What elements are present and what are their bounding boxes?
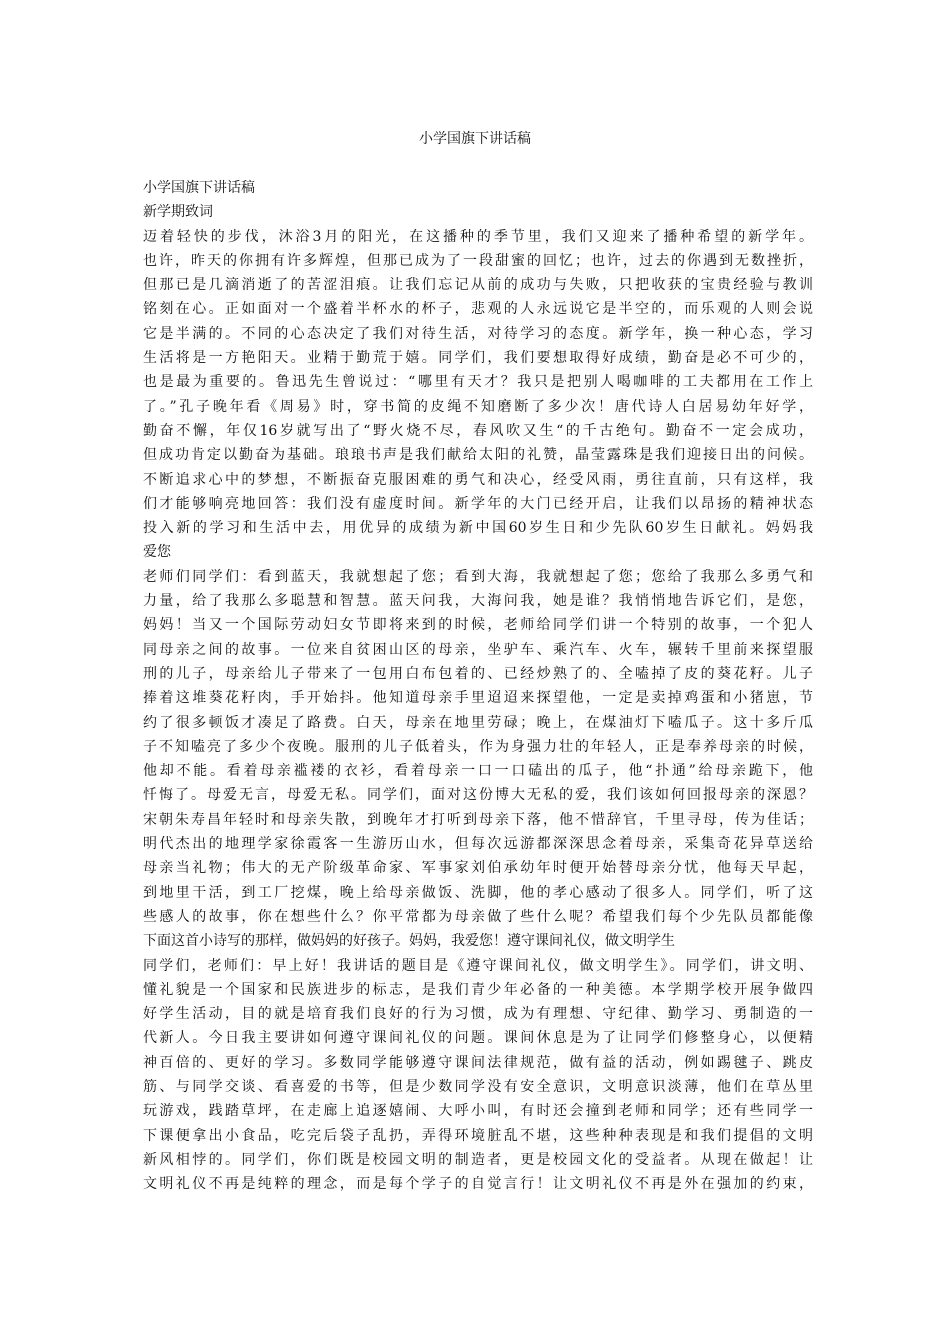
text-line: 们才能够响亮地回答：我们没有虚度时间。新学年的大门已经开启，让我们以昂扬的精神状态: [143, 495, 813, 512]
text-line: 投入新的学习和生活中去，用优异的成绩为新中国60岁生日和少先队60岁生日献礼。妈妈我: [143, 520, 813, 537]
text-line: 但成功肯定以勤奋为基础。琅琅书声是我们献给太阳的礼赞，晶莹露珠是我们迎接日出的问候。: [143, 447, 813, 464]
text-line: 它是半满的。不同的心态决定了我们对待生活，对待学习的态度。新学年，换一种心态，学习: [143, 325, 813, 342]
text-line: 文明礼仪不再是纯粹的理念，而是每个学子的自觉言行！让文明礼仪不再是外在强加的约束，: [143, 1176, 813, 1193]
text-line: 刑的儿子，母亲给儿子带来了一包用白布包着的、已经炒熟了的、全嗑掉了皮的葵花籽。儿子: [143, 665, 813, 682]
text-line: 老师们同学们：看到蓝天，我就想起了您；看到大海，我就想起了您；您给了我那么多勇气和: [143, 568, 813, 585]
text-line: 些感人的故事，你在想些什么？你平常都为母亲做了些什么呢？希望我们每个少先队员都能像: [143, 908, 813, 925]
text-line: 下面这首小诗写的那样，做妈妈的好孩子。妈妈，我爱您！遵守课间礼仪，做文明学生: [143, 933, 675, 950]
text-line: 约了很多顿饭才凑足了路费。白天，母亲在地里劳碌；晚上，在煤油灯下嗑瓜子。这十多斤瓜: [143, 714, 813, 731]
text-line: 新学期致词: [143, 204, 213, 221]
text-line: 明代杰出的地理学家徐霞客一生游历山水，但每次远游都深深思念着母亲，采集奇花异草送给: [143, 836, 813, 853]
text-line: 铭刻在心。正如面对一个盛着半杯水的杯子，悲观的人永远说它是半空的，而乐观的人则会说: [143, 301, 813, 318]
text-line: 爱您: [143, 544, 171, 561]
text-line: 捧着这堆葵花籽肉，手开始抖。他知道母亲手里迢迢来探望他，一定是卖掉鸡蛋和小猪崽，节: [143, 690, 813, 707]
text-line: 迈着轻快的步伐，沐浴3月的阳光，在这播种的季节里，我们又迎来了播种希望的新学年。: [143, 228, 813, 245]
text-line: 子不知嗑亮了多少个夜晚。服刑的儿子低着头，作为身强力壮的年轻人，正是奉养母亲的时候，: [143, 738, 813, 755]
text-line: 不断追求心中的梦想，不断振奋克服困难的勇气和决心，经受风雨，勇往直前，只有这样，我: [143, 471, 813, 488]
text-line: 代新人。今日我主要讲如何遵守课间礼仪的问题。课间休息是为了让同学们修整身心，以便精: [143, 1030, 813, 1047]
text-line: 懂礼貌是一个国家和民族进步的标志，是我们青少年必备的一种美德。本学期学校开展争做四: [143, 981, 813, 998]
text-line: 神百倍的、更好的学习。多数同学能够遵守课间法律规范，做有益的活动，例如踢毽子、跳皮: [143, 1054, 813, 1071]
text-line: 也许，昨天的你拥有许多辉煌，但那已成为了一段甜蜜的回忆；也许，过去的你遇到无数挫折，: [143, 252, 813, 269]
text-line: 宋朝朱寿昌年轻时和母亲失散，到晚年才打听到母亲下落，他不惜辞官，千里寻母，传为佳话；: [143, 811, 813, 828]
text-line: 忏悔了。母爱无言，母爱无私。同学们，面对这份博大无私的爱，我们该如何回报母亲的深恩？: [143, 787, 813, 804]
text-line: 妈妈！当又一个国际劳动妇女节即将来到的时候，老师给同学们讲一个特别的故事，一个犯人: [143, 617, 813, 634]
text-line: 筋、与同学交谈、看喜爱的书等，但是少数同学没有安全意识，文明意识淡薄，他们在草丛里: [143, 1078, 813, 1095]
text-line: 同学们，老师们：早上好！我讲话的题目是《遵守课间礼仪，做文明学生》。同学们，讲文明、: [143, 957, 813, 974]
text-line: 力量，给了我那么多聪慧和智慧。蓝天问我，大海问我，她是谁？我悄悄地告诉它们，是您，: [143, 593, 813, 610]
text-line: 了。”孔子晚年看《周易》时，穿书简的皮绳不知磨断了多少次！唐代诗人白居易幼年好学，: [143, 398, 813, 415]
text-line: 同母亲之间的故事。一位来自贫困山区的母亲，坐驴车、乘汽车、火车，辗转千里前来探望服: [143, 641, 813, 658]
text-line: 玩游戏，践踏草坪，在走廊上追逐嬉闹、大呼小叫，有时还会撞到老师和同学；还有些同学一: [143, 1103, 813, 1120]
text-line: 但那已是几滴消逝了的苦涩泪痕。让我们忘记从前的成功与失败，只把收获的宝贵经验与教训: [143, 277, 813, 294]
text-line: 生活将是一方艳阳天。业精于勤荒于嬉。同学们，我们要想取得好成绩，勤奋是必不可少的，: [143, 350, 813, 367]
text-line: 母亲当礼物；伟大的无产阶级革命家、军事家刘伯承幼年时便开始替母亲分忧，他每天早起，: [143, 860, 813, 877]
document-body: [143, 176, 813, 1196]
text-line: 小学国旗下讲话稿: [143, 180, 255, 196]
text-line: 下课便拿出小食品，吃完后袋子乱扔，弄得环境脏乱不堪，这些种种表现是和我们提倡的文明: [143, 1127, 813, 1144]
text-line: 好学生活动，目的就是培育我们良好的行为习惯，成为有理想、守纪律、勤学习、勇制造的一: [143, 1006, 813, 1023]
document-title: 小学国旗下讲话稿: [419, 131, 531, 147]
text-line: 勤奋不懈，年仅16岁就写出了“野火烧不尽，春风吹又生“的千古绝句。勤奋不一定会成功，: [143, 422, 813, 439]
text-line: 到地里干活，到工厂挖煤，晚上给母亲做饭、洗脚，他的孝心感动了很多人。同学们，听了这: [143, 884, 813, 901]
text-line: 新风相悖的。同学们，你们既是校园文明的制造者，更是校园文化的受益者。从现在做起！让: [143, 1151, 813, 1168]
text-line: 他却不能。看着母亲褴褛的衣衫，看着母亲一口一口磕出的瓜子，他“扑通”给母亲跪下，他: [143, 763, 813, 780]
text-line: 也是最为重要的。鲁迅先生曾说过：“哪里有天才？我只是把别人喝咖啡的工夫都用在工作上: [143, 374, 813, 391]
